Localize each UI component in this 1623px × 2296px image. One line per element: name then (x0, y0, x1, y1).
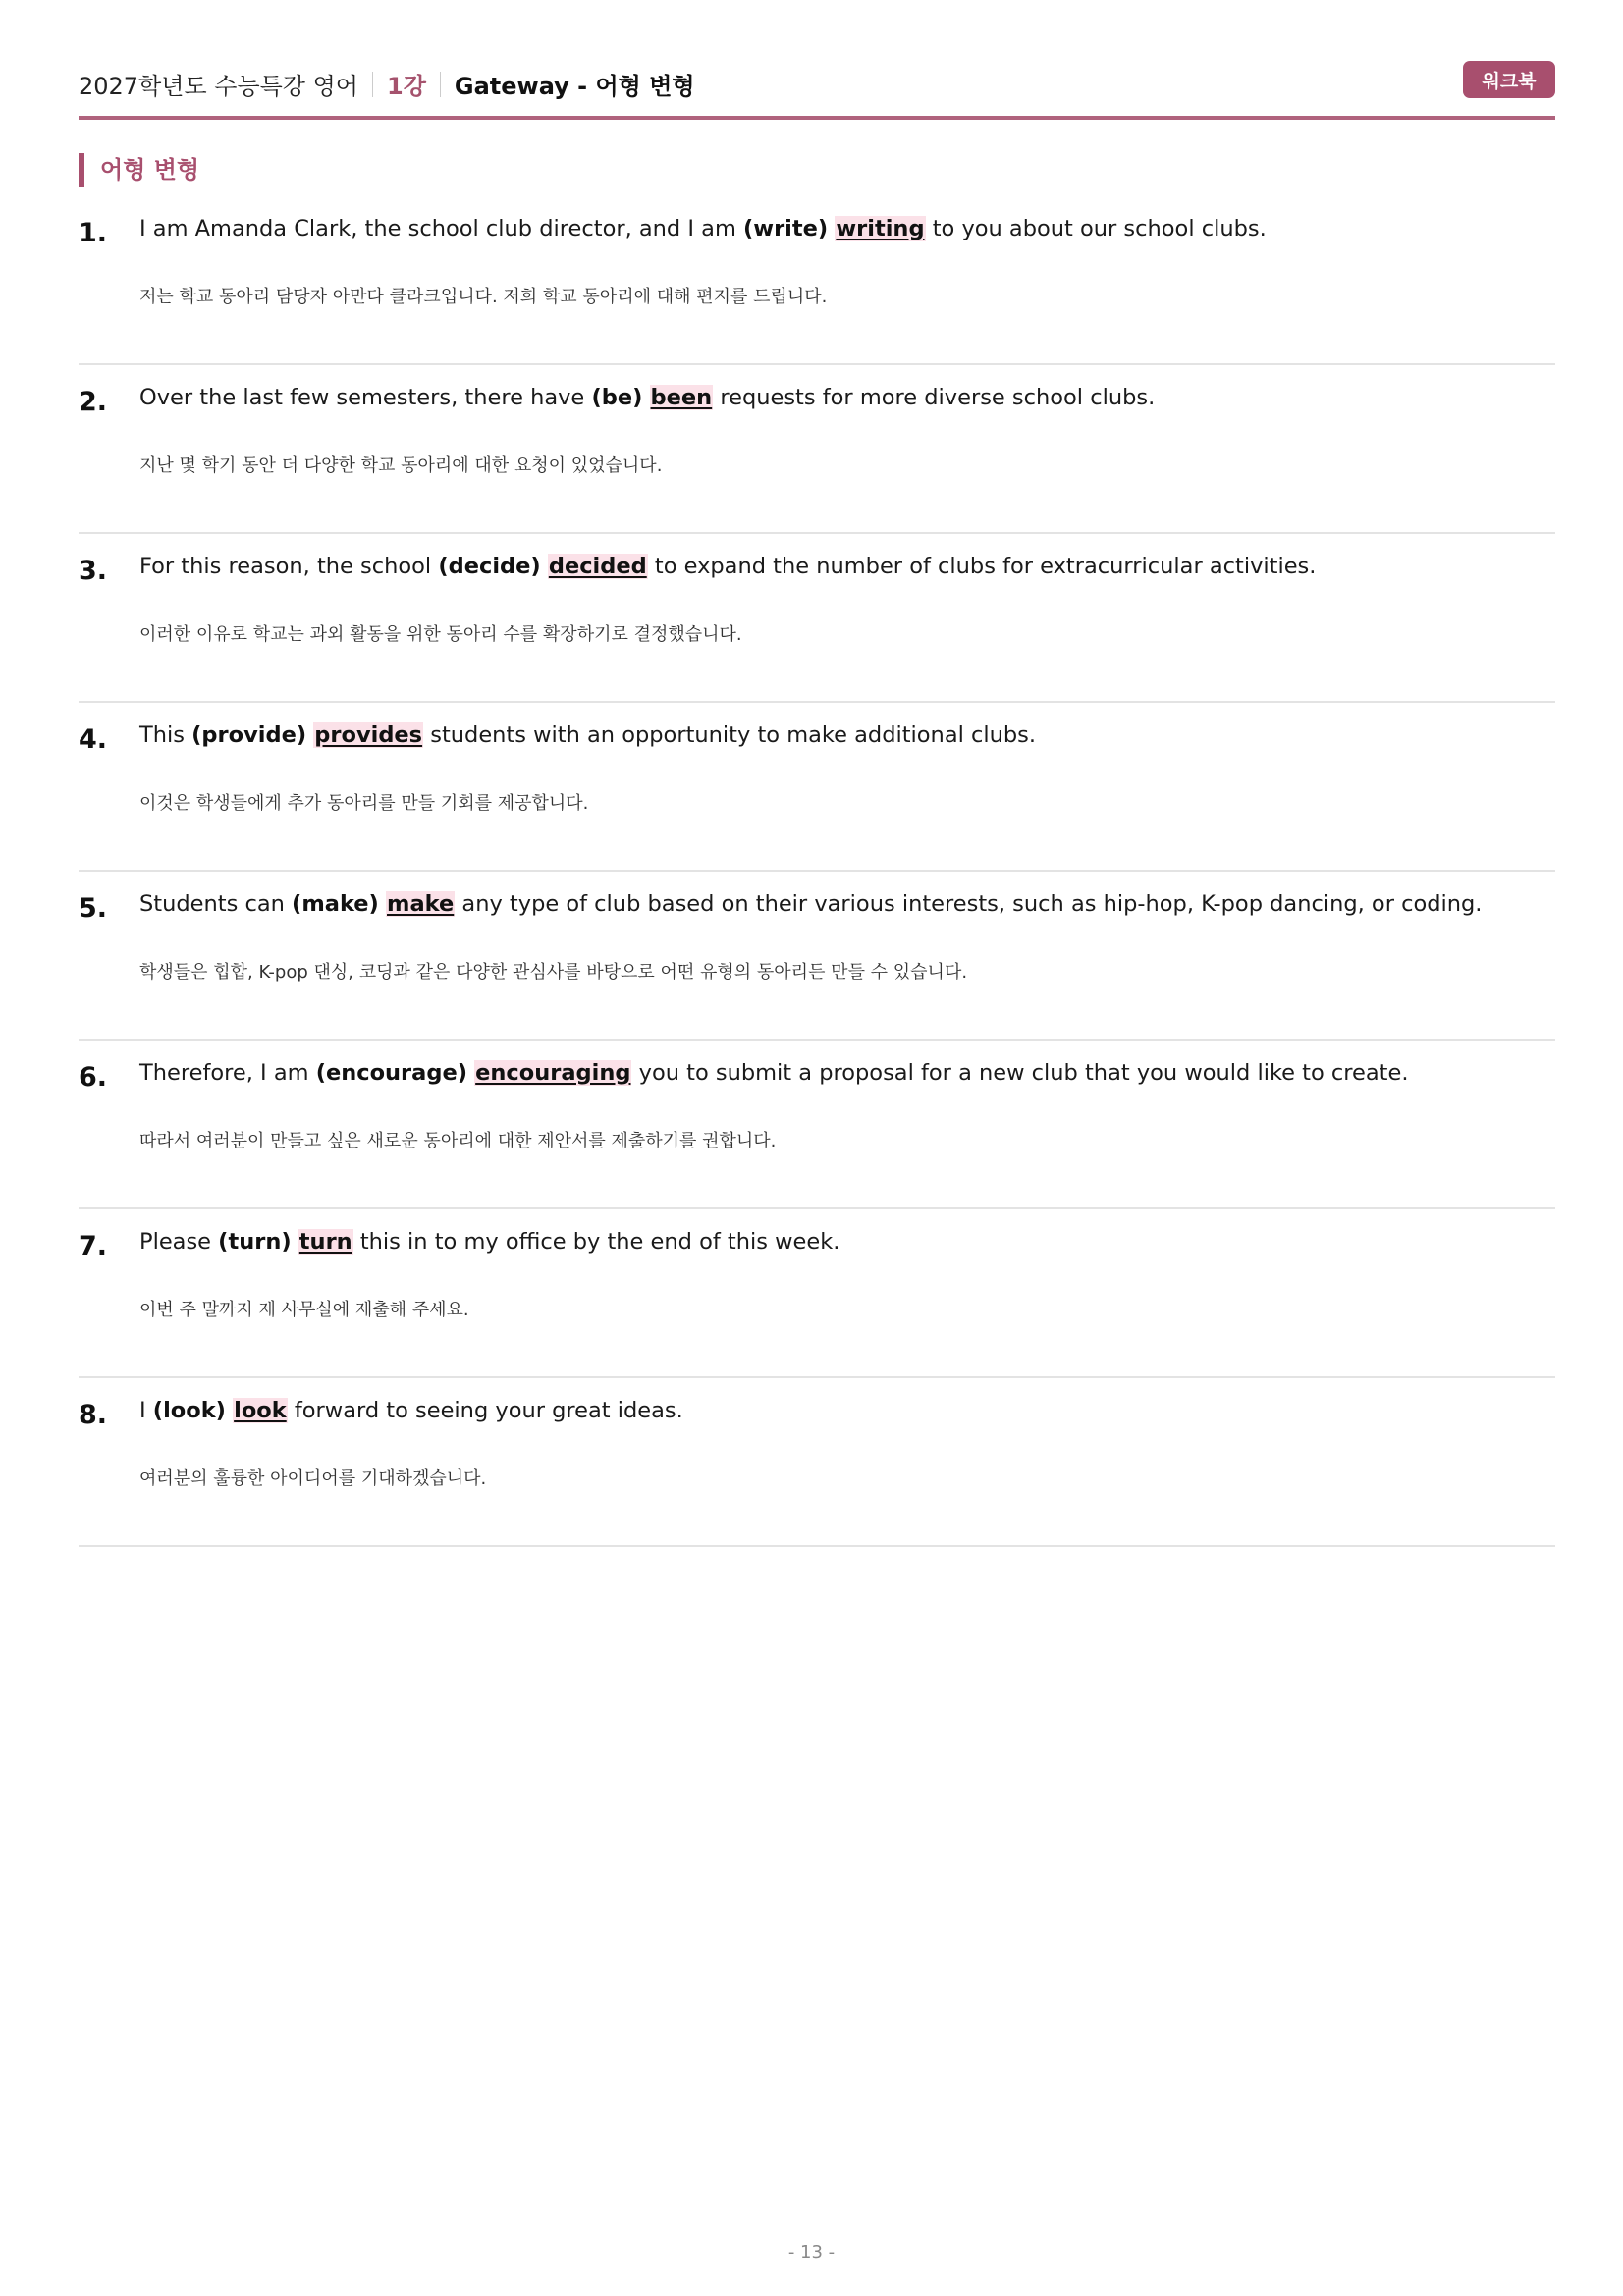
sentence-after: any type of club based on their various interests, such as hip-hop, K-pop dancing, or coding. (455, 891, 1483, 917)
base-word: (turn) (218, 1229, 292, 1255)
base-word: (make) (292, 891, 379, 917)
korean-translation: 따라서 여러분이 만들고 싶은 새로운 동아리에 대한 제안서를 제출하기를 권합니다. (139, 1131, 777, 1151)
english-sentence (139, 1229, 839, 1255)
sentence-before: Please (139, 1229, 219, 1255)
sentence-after: students with an opportunity to make additional clubs. (423, 722, 1037, 748)
answer-word: been (650, 385, 713, 410)
item-number: 1. (79, 218, 108, 248)
english-sentence (139, 1060, 1408, 1086)
exercise-item (79, 703, 1555, 872)
item-number: 5. (79, 893, 108, 924)
sentence-before: Students can (139, 891, 293, 917)
base-word: (write) (743, 216, 829, 241)
english-sentence (139, 1398, 683, 1423)
exercise-item (79, 1378, 1555, 1547)
section-title: 어형 변형 (79, 153, 199, 187)
lesson-label: 1강 (387, 73, 426, 100)
english-sentence (139, 385, 1155, 410)
answer-word: encouraging (475, 1060, 631, 1086)
item-number: 8. (79, 1400, 108, 1430)
page-title: Gateway - 어형 변형 (454, 73, 695, 100)
item-number: 6. (79, 1062, 108, 1093)
base-word: (look) (152, 1398, 226, 1423)
base-word: (encourage) (315, 1060, 467, 1086)
workbook-badge: 워크북 (1463, 61, 1555, 98)
sentence-after: to you about our school clubs. (925, 216, 1267, 241)
item-number: 7. (79, 1231, 108, 1261)
korean-translation: 학생들은 힙합, K-pop 댄싱, 코딩과 같은 다양한 관심사를 바탕으로 어떤 유형의 동아리든 만들 수 있습니다. (139, 962, 968, 983)
book-title: 2027학년도 수능특강 영어 (79, 73, 358, 100)
exercise-item (79, 872, 1555, 1041)
item-number: 4. (79, 724, 108, 755)
page-header (79, 61, 1555, 120)
header-divider (372, 72, 373, 97)
item-number: 3. (79, 556, 108, 586)
header-breadcrumb (79, 67, 695, 101)
korean-translation: 여러분의 훌륭한 아이디어를 기대하겠습니다. (139, 1468, 487, 1489)
exercise-item (79, 196, 1555, 365)
korean-translation: 이것은 학생들에게 추가 동아리를 만들 기회를 제공합니다. (139, 793, 589, 814)
exercise-item (79, 1041, 1555, 1209)
sentence-before: Over the last few semesters, there have (139, 385, 592, 410)
base-word: (be) (591, 385, 643, 410)
english-sentence (139, 891, 1482, 917)
page-number: - 13 - (787, 2242, 836, 2263)
sentence-after: to expand the number of clubs for extracurricular activities. (647, 554, 1317, 579)
english-sentence (139, 722, 1036, 748)
base-word: (provide) (191, 722, 307, 748)
sentence-after: this in to my office by the end of this week. (352, 1229, 840, 1255)
item-number: 2. (79, 387, 108, 417)
korean-translation: 이러한 이유로 학교는 과외 활동을 위한 동아리 수를 확장하기로 결정했습니다. (139, 624, 742, 645)
sentence-after: requests for more diverse school clubs. (713, 385, 1156, 410)
answer-word: provides (314, 722, 423, 748)
sentence-before: This (139, 722, 192, 748)
sentence-after: forward to seeing your great ideas. (287, 1398, 683, 1423)
sentence-before: I (139, 1398, 153, 1423)
sentence-after: you to submit a proposal for a new club that you would like to create. (631, 1060, 1409, 1086)
english-sentence (139, 216, 1267, 241)
sentence-before: For this reason, the school (139, 554, 439, 579)
answer-word: decided (548, 554, 647, 579)
exercise-item (79, 1209, 1555, 1378)
header-divider (440, 72, 441, 97)
english-sentence (139, 554, 1316, 579)
exercise-item (79, 365, 1555, 534)
answer-word: turn (298, 1229, 352, 1255)
answer-word: look (234, 1398, 287, 1423)
exercise-item (79, 534, 1555, 703)
korean-translation: 이번 주 말까지 제 사무실에 제출해 주세요. (139, 1300, 469, 1320)
exercise-list (79, 196, 1555, 1547)
answer-word: writing (836, 216, 925, 241)
sentence-before: Therefore, I am (139, 1060, 316, 1086)
sentence-before: I am Amanda Clark, the school club director, and I am (139, 216, 744, 241)
answer-word: make (387, 891, 455, 917)
korean-translation: 저는 학교 동아리 담당자 아만다 클라크입니다. 저희 학교 동아리에 대해 편지를 드립니다. (139, 287, 828, 307)
korean-translation: 지난 몇 학기 동안 더 다양한 학교 동아리에 대한 요청이 있었습니다. (139, 455, 663, 476)
base-word: (decide) (438, 554, 541, 579)
